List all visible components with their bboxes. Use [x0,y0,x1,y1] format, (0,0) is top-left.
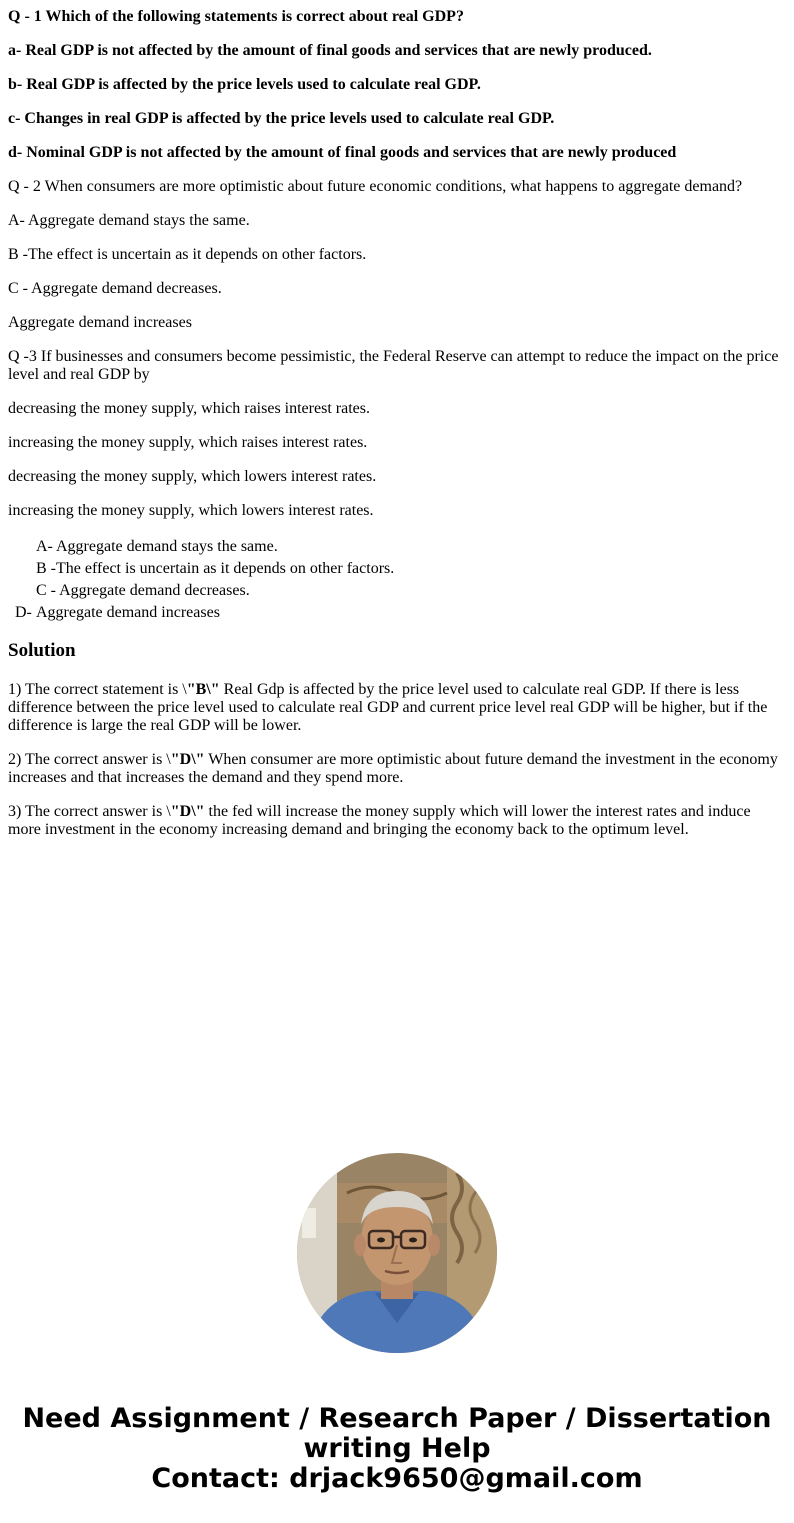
question-2-option-d: Aggregate demand increases [8,314,192,331]
answer-letter: "D\" [170,803,205,820]
footer-contact: Contact: drjack9650@gmail.com [151,1463,643,1494]
list-item-marker: D- [15,604,32,621]
question-1-option-c: c- Changes in real GDP is affected by the price levels used to calculate real GDP. [8,110,555,127]
solution-answer-1 [8,681,786,735]
answer-letter: "B\" [186,681,220,698]
list-item-text: Aggregate demand increases [36,604,220,621]
question-1-option-b: b- Real GDP is affected by the price levels used to calculate real GDP. [8,76,481,93]
question-1-option-a: a- Real GDP is not affected by the amount of final goods and services that are newly produced. [8,42,652,59]
list-item [8,580,786,602]
question-2-option-b: B -The effect is uncertain as it depends on other factors. [8,246,367,263]
answer-prefix: 2) The correct answer is \ [8,751,171,768]
answer-explanation: Real Gdp is affected by the price level used to calculate real GDP. If there is less difference between the price level used to calculate real GDP and current price level real GDP will be higher, but if the difference is large the real GDP will be lower. [8,681,768,734]
solution-section [8,640,786,839]
answer-explanation: When consumer are more optimistic about future demand the investment in the economy increases and that increases the demand and they spend more. [8,751,778,786]
answer-letter: "D\" [170,751,205,768]
solution-answer-2 [8,751,786,787]
avatar [297,1153,497,1353]
list-item [8,602,786,624]
footer-banner [0,1404,794,1494]
question-2-option-c: C - Aggregate demand decreases. [8,280,222,297]
question-1 [8,8,786,162]
list-item-text: A- Aggregate demand stays the same. [36,538,278,555]
question-3-option-1: decreasing the money supply, which raises interest rates. [8,400,370,417]
question-3-text: Q -3 If businesses and consumers become pessimistic, the Federal Reserve can attempt to reduce the impact on the price level and real GDP by [8,348,779,383]
answer-explanation: the fed will increase the money supply which will lower the interest rates and induce more investment in the economy increasing demand and bringing the economy back to the optimum level. [8,803,751,838]
question-2-text: Q - 2 When consumers are more optimistic about future economic conditions, what happens to aggregate demand? [8,178,743,195]
question-2-option-a: A- Aggregate demand stays the same. [8,212,250,229]
question-1-text: Q - 1 Which of the following statements is correct about real GDP? [8,8,464,25]
footer-line-1: Need Assignment / Research Paper / Dissertation [22,1403,772,1434]
question-2 [8,178,786,332]
question-3-option-4: increasing the money supply, which lowers interest rates. [8,502,374,519]
question-3-option-2: increasing the money supply, which raises interest rates. [8,434,368,451]
question-3-option-3: decreasing the money supply, which lowers interest rates. [8,468,377,485]
solution-answer-3 [8,803,786,839]
solution-heading: Solution [8,640,76,661]
list-item-text: B -The effect is uncertain as it depends on other factors. [36,560,395,577]
question-3 [8,348,786,520]
footer-line-2: writing Help [303,1433,491,1464]
answer-prefix: 1) The correct statement is \ [8,681,187,698]
list-item-text: C - Aggregate demand decreases. [36,582,250,599]
options-list [8,536,786,624]
answer-prefix: 3) The correct answer is \ [8,803,171,820]
list-item [8,536,786,558]
list-item [8,558,786,580]
document-body [8,8,786,855]
question-1-option-d: d- Nominal GDP is not affected by the amount of final goods and services that are newly produced [8,144,677,161]
portrait-image [297,1153,497,1353]
